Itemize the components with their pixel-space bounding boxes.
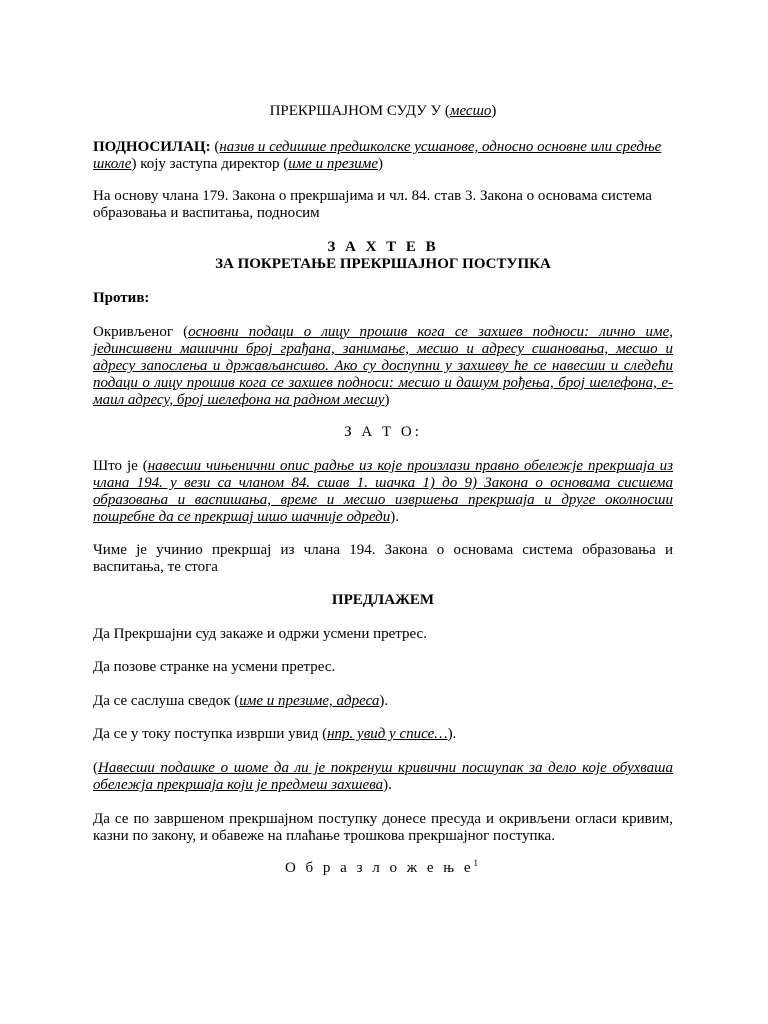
request-title-line1: З А Х Т Е В: [327, 239, 439, 255]
proposal-witness: Да се саслуша сведок (име и презиме, адреса).: [93, 693, 389, 709]
witness-placeholder: име и презиме, адреса: [239, 693, 380, 709]
applicant-paragraph: ПОДНОСИЛАЦ: (назив и седишше предшколске усшанове, односно основне или средње школе) коју заступа директор (име и презиме): [93, 139, 662, 172]
court-heading: ПРЕКРШАЈНОМ СУДУ У (месшо): [269, 103, 497, 119]
committed-paragraph: Чиме је учинио прекршај из члана 194. Закона о основама система образовања и васпитања, те стога: [93, 542, 673, 575]
director-placeholder: име и презиме: [288, 156, 378, 172]
proposal-criminal-proceedings: (Навесши подашке о шоме да ли је покренуш кривични посшупак за дело које обухваша обележја прекршаја који је предмеш захшева).: [93, 760, 673, 793]
criminal-proceedings-placeholder: Навесши подашке о шоме да ли је покренуш кривични посшупак за дело које обухваша обележја прекршаја који је предмеш захшева: [93, 760, 673, 793]
court-heading-text: ПРЕКРШАЈНОМ СУДУ У (: [269, 103, 450, 119]
conclusion-paragraph: Да се по завршеном прекршајном поступку донесе пресуда и окривљени огласи кривим, казни по закону, и обавеже на плаћање трошкова прекршајног поступка.: [93, 811, 673, 844]
proposal-hearing: Да Прекршајни суд закаже и одржи усмени претрес.: [93, 626, 427, 642]
explanation-heading: О б р а з л о ж е њ $е^1$: [284, 858, 482, 876]
propose-label: ПРЕДЛАЖЕМ: [331, 592, 435, 608]
footnote-marker: 1: [473, 858, 482, 868]
proposal-summon: Да позове странке на усмени претрес.: [93, 659, 336, 675]
applicant-label: ПОДНОСИЛАЦ:: [93, 139, 211, 155]
because-label: З А Т О:: [344, 424, 422, 440]
accused-paragraph: Окривљеног (основни подаци о лицу прошив кога се захшев подноси: лично име, јединсшвени машични број грађана, занимање, месшо и адресу сшановања, месшо и адресу запослења и држављансшво. Ако су доспупни у захшеву ће се навесши и следећи подаци о лицу прошив кога се захшев подноси: месшо и дашум рођења, број шелефона, е-маил адресу, број шелефона на радном месшу): [93, 324, 674, 408]
court-place-placeholder: месшо: [449, 103, 492, 119]
request-title: [93, 239, 673, 273]
inspection-placeholder: нпр. увид у списе…: [327, 726, 448, 742]
request-title-line2: ЗА ПОКРЕТАЊЕ ПРЕКРШАЈНОГ ПОСТУПКА: [215, 256, 551, 272]
proposal-inspection: Да се у току поступка изврши увид (нпр. увид у списе…).: [93, 726, 457, 742]
legal-basis-paragraph: На основу члана 179. Закона о прекршајима и чл. 84. став 3. Закона о основама система образовања и васпитања, подносим: [93, 188, 652, 221]
institution-placeholder: назив и седишше предшколске усшанове, односно основне или средње школе: [93, 139, 662, 172]
facts-paragraph: Што је (навесши чињенични опис радње из које произлази правно обележје прекршаја из члана 194. у вези са чланом 84. сшав 1. шачка 1) до 9) Закона о основама сисшема образовања и васпишања, време и месшо извршења прекршаја и друге околносши пошребне да се прекршај шшо шачније одреди).: [93, 458, 673, 525]
accused-details-placeholder: основни подаци о лицу прошив кога се захшев подноси: лично име, јединсшвени машични број грађана, занимање, месшо и адресу сшановања, месшо и адресу запослења и држављансшво. Ако су доспупни у захшеву ће се навесши и следећи подаци о лицу прошив кога се захшев подноси: месшо и дашум рођења, број шелефона, е-маил адресу, број шелефона на радном месшу: [93, 324, 674, 408]
facts-details-placeholder: навесши чињенични опис радње из које произлази правно обележје прекршаја из члана 194. у вези са чланом 84. сшав 1. шачка 1) до 9) Закона о основама сисшема образовања и васпишања, време и месшо извршења прекршаја и друге околносши пошребне да се прекршај шшо шачније одреди: [93, 458, 673, 525]
against-label: Против:: [93, 290, 150, 306]
